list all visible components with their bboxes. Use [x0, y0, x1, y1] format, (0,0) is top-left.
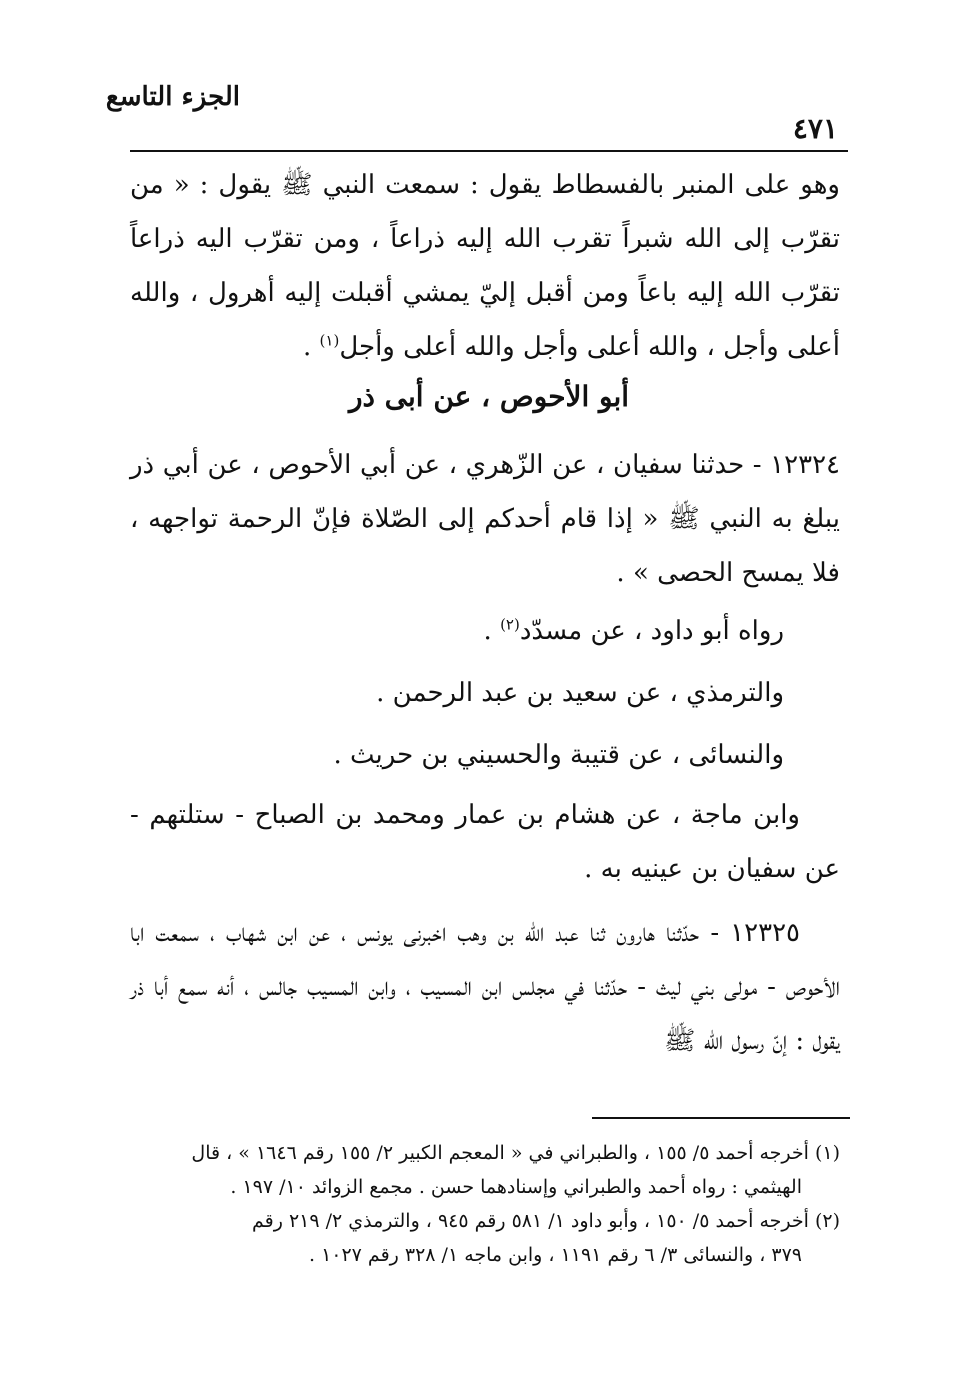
- narration-abu-dawud: [130, 604, 784, 658]
- narration-nasai: والنسائى ، عن قتيبة والحسيني بن حريث .: [333, 740, 784, 770]
- footnote-line: (٢) أخرجه أحمد ٥/ ١٥٠ ، وأبو داود ١/ ٥٨١ رقم ٩٤٥ ، والترمذي ٢/ ٢١٩ رقم: [251, 1210, 840, 1232]
- footnote-1: [130, 1136, 840, 1204]
- continuation-paragraph: [130, 158, 840, 374]
- header-rule: [130, 150, 848, 152]
- narration-ibn-majah: وابن ماجة ، عن هشام بن عمار ومحمد بن الصباح - ستلتهم - عن سفيان بن عينيه به .: [130, 800, 840, 884]
- narration-text: رواه أبو داود ، عن مسدّد: [519, 616, 784, 646]
- footnote-line: ٣٧٩ ، والنسائى ٣/ ٦ رقم ١١٩١ ، وابن ماجه ١/ ٣٢٨ رقم ١٠٢٧ .: [308, 1244, 802, 1266]
- page-number: ٤٧١: [792, 112, 838, 145]
- hadith-12324: ١٢٣٢٤ - حدثنا سفيان ، عن الزّهري ، عن أبي الأحوص ، عن أبي ذر يبلغ به النبي ﷺ « إذا قام أحدكم إلى الصّلاة فإنّ الرحمة تواجهه ، فلا يمسح الحصى » .: [130, 450, 840, 588]
- footnote-2: [130, 1204, 840, 1272]
- footnote-ref-1: (١): [319, 331, 340, 350]
- footnote-ref-2: (٢): [500, 615, 520, 634]
- narration-end: .: [483, 616, 501, 646]
- narration-tirmidhi: والترمذي ، عن سعيد بن عبد الرحمن .: [376, 678, 784, 708]
- section-heading: أبو الأحوص ، عن أبى ذر: [348, 380, 630, 413]
- continuation-end: .: [303, 332, 320, 362]
- footnote-rule: [592, 1117, 850, 1119]
- footnotes: [130, 1136, 840, 1272]
- running-header-title: الجزء التاسع: [105, 82, 240, 112]
- footnote-line: (١) أخرجه أحمد ٥/ ١٥٥ ، والطبراني في « المعجم الكبير ٢/ ١٥٥ رقم ١٦٤٦ » ، قال: [191, 1142, 840, 1164]
- footnote-line: الهيثمي : رواه أحمد والطبراني وإسنادهما حسن . مجمع الزوائد ١٠/ ١٩٧ .: [230, 1176, 802, 1198]
- hadith-12325: ١٢٣٢٥ - حدّثنا هارون ثنا عبد الله بن وهب اخبرنى يونس ، عن ابن شهاب ، سمعت ابا الأحوص - مولى بني ليث - حدّثنا في مجلس ابن المسيب ، وابن المسيب جالس ، أنه سمع أبا ذر يقول : إنّ رسول الله ﷺ: [130, 918, 840, 1056]
- continuation-text: وهو على المنبر بالفسطاط يقول : سمعت النبي ﷺ يقول : « من تقرّب إلى الله شبراً تقرب الله إليه ذراعاً ، ومن تقرّب اليه ذراعاً تقرّب الله إليه باعاً ومن أقبل إليّ يمشي أقبلت إليه أهرول ، والله أعلى وأجل ، والله أعلى وأجل والله أعلى وأجل: [130, 170, 840, 362]
